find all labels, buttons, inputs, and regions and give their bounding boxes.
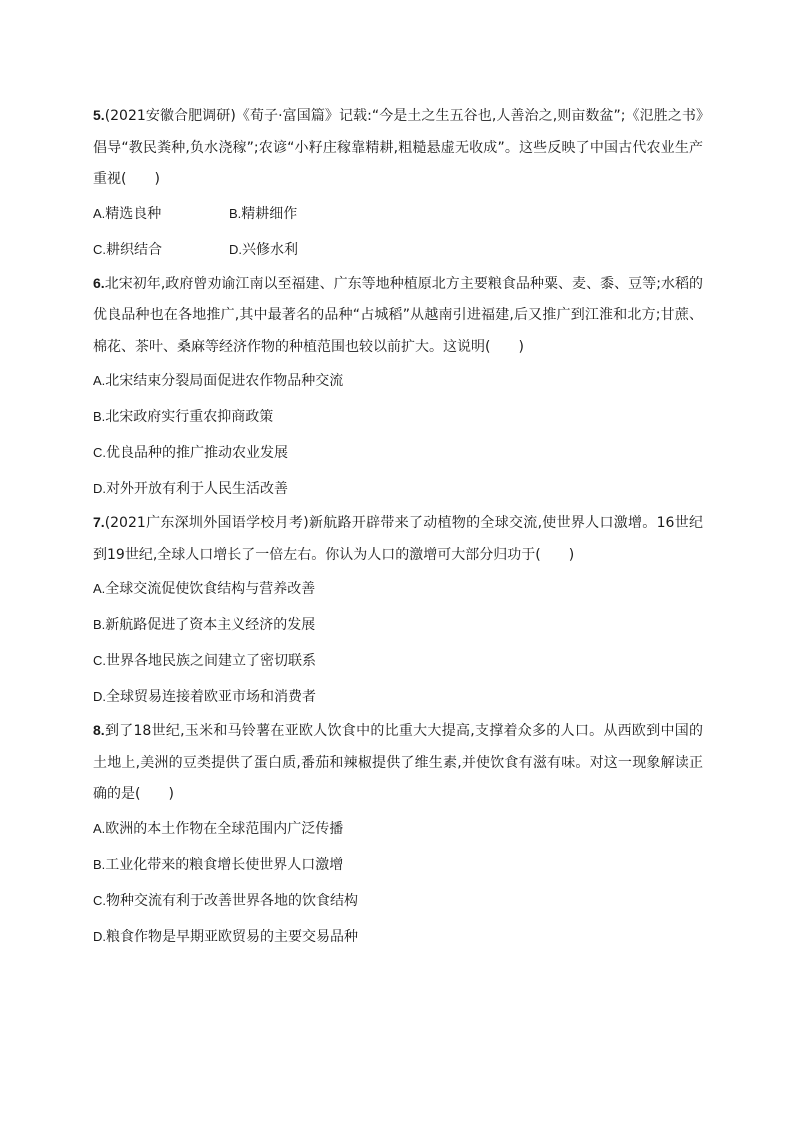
question-list (93, 100, 703, 955)
options-row (93, 196, 703, 232)
question-number: 6. (93, 274, 105, 291)
option-label: B. (229, 205, 242, 221)
option-text: 工业化带来的粮食增长使世界人口激增 (105, 856, 344, 873)
option-c[interactable] (93, 232, 229, 268)
question-text: 北宋初年,政府曾劝谕江南以至福建、广东等地种植原北方主要粮食品种粟、麦、黍、豆等;水稻的优良品种也在各地推广,其中最著名的品种“占城稻”从越南引进福建,后又推广到江淮和北方;甘蔗、棉花、茶叶、桑麻等经济作物的种植范围也较以前扩大。这说明( ) (93, 275, 703, 355)
question-7 (93, 507, 703, 715)
question-number: 8. (93, 722, 105, 738)
question-8 (93, 715, 703, 955)
question-6 (93, 268, 703, 508)
option-label: B. (93, 617, 106, 632)
option-b[interactable] (229, 196, 297, 232)
option-text: 精选良种 (105, 205, 162, 222)
option-text: 北宋政府实行重农抑商政策 (105, 409, 274, 425)
option-label: C. (93, 892, 106, 908)
option-a[interactable] (93, 571, 703, 607)
option-text: 世界各地民族之间建立了密切联系 (106, 653, 316, 669)
option-label: A. (93, 820, 106, 836)
question-7-stem (93, 507, 703, 571)
option-d[interactable] (93, 919, 703, 955)
option-label: C. (93, 241, 106, 257)
question-text: (2021安徽合肥调研)《荀子·富国篇》记载:“今是土之生五谷也,人善治之,则亩数盆”;《氾胜之书》倡导“教民粪种,负水浇稼”;农谚“小籽庄稼靠精耕,粗糙悬虚无收成”。这些反映了中国古代农业生产重视( ) (93, 108, 703, 187)
option-text: 全球贸易连接着欧亚市场和消费者 (106, 689, 316, 705)
option-a[interactable] (93, 196, 229, 232)
question-number: 7. (93, 514, 105, 530)
option-text: 兴修水利 (242, 241, 298, 258)
option-text: 对外开放有利于人民生活改善 (106, 481, 288, 497)
options-row (93, 232, 703, 268)
option-d[interactable] (93, 679, 703, 715)
option-label: C. (93, 445, 106, 460)
option-label: C. (93, 653, 106, 668)
option-text: 粮食作物是早期亚欧贸易的主要交易品种 (106, 928, 358, 945)
option-a[interactable] (93, 363, 703, 399)
option-label: A. (93, 205, 106, 221)
option-a[interactable] (93, 811, 703, 847)
question-5-stem (93, 100, 703, 196)
option-c[interactable] (93, 883, 703, 919)
option-text: 北宋结束分裂局面促进农作物品种交流 (105, 373, 344, 389)
question-text: (2021广东深圳外国语学校月考)新航路开辟带来了动植物的全球交流,使世界人口激增。16世纪到19世纪,全球人口增长了一倍左右。你认为人口的激增可大部分归功于( ) (93, 515, 703, 563)
option-d[interactable] (229, 232, 298, 268)
option-label: D. (93, 689, 106, 704)
option-d[interactable] (93, 471, 703, 507)
question-number: 5. (93, 107, 105, 123)
option-text: 优良品种的推广推动农业发展 (106, 445, 288, 461)
option-text: 全球交流促使饮食结构与营养改善 (105, 581, 316, 597)
question-8-stem (93, 715, 703, 811)
option-text: 欧洲的本土作物在全球范围内广泛传播 (105, 820, 344, 837)
option-label: D. (93, 481, 106, 496)
option-c[interactable] (93, 435, 703, 471)
question-text: 到了18世纪,玉米和马铃薯在亚欧人饮食中的比重大大提高,支撑着众多的人口。从西欧到中国的土地上,美洲的豆类提供了蛋白质,番茄和辣椒提供了维生素,并使饮食有滋有味。对这一现象解读正确的是( ) (93, 723, 703, 802)
option-label: B. (93, 409, 106, 424)
option-b[interactable] (93, 607, 703, 643)
question-6-stem (93, 268, 703, 364)
option-b[interactable] (93, 847, 703, 883)
option-text: 耕织结合 (106, 241, 162, 258)
option-label: D. (229, 241, 242, 257)
option-label: A. (93, 581, 106, 596)
option-c[interactable] (93, 643, 703, 679)
question-5 (93, 100, 703, 268)
option-text: 物种交流有利于改善世界各地的饮食结构 (106, 892, 358, 909)
option-label: A. (93, 373, 106, 388)
option-label: D. (93, 928, 106, 944)
option-text: 精耕细作 (241, 205, 298, 222)
option-b[interactable] (93, 399, 703, 435)
option-text: 新航路促进了资本主义经济的发展 (105, 617, 316, 633)
option-label: B. (93, 856, 106, 872)
